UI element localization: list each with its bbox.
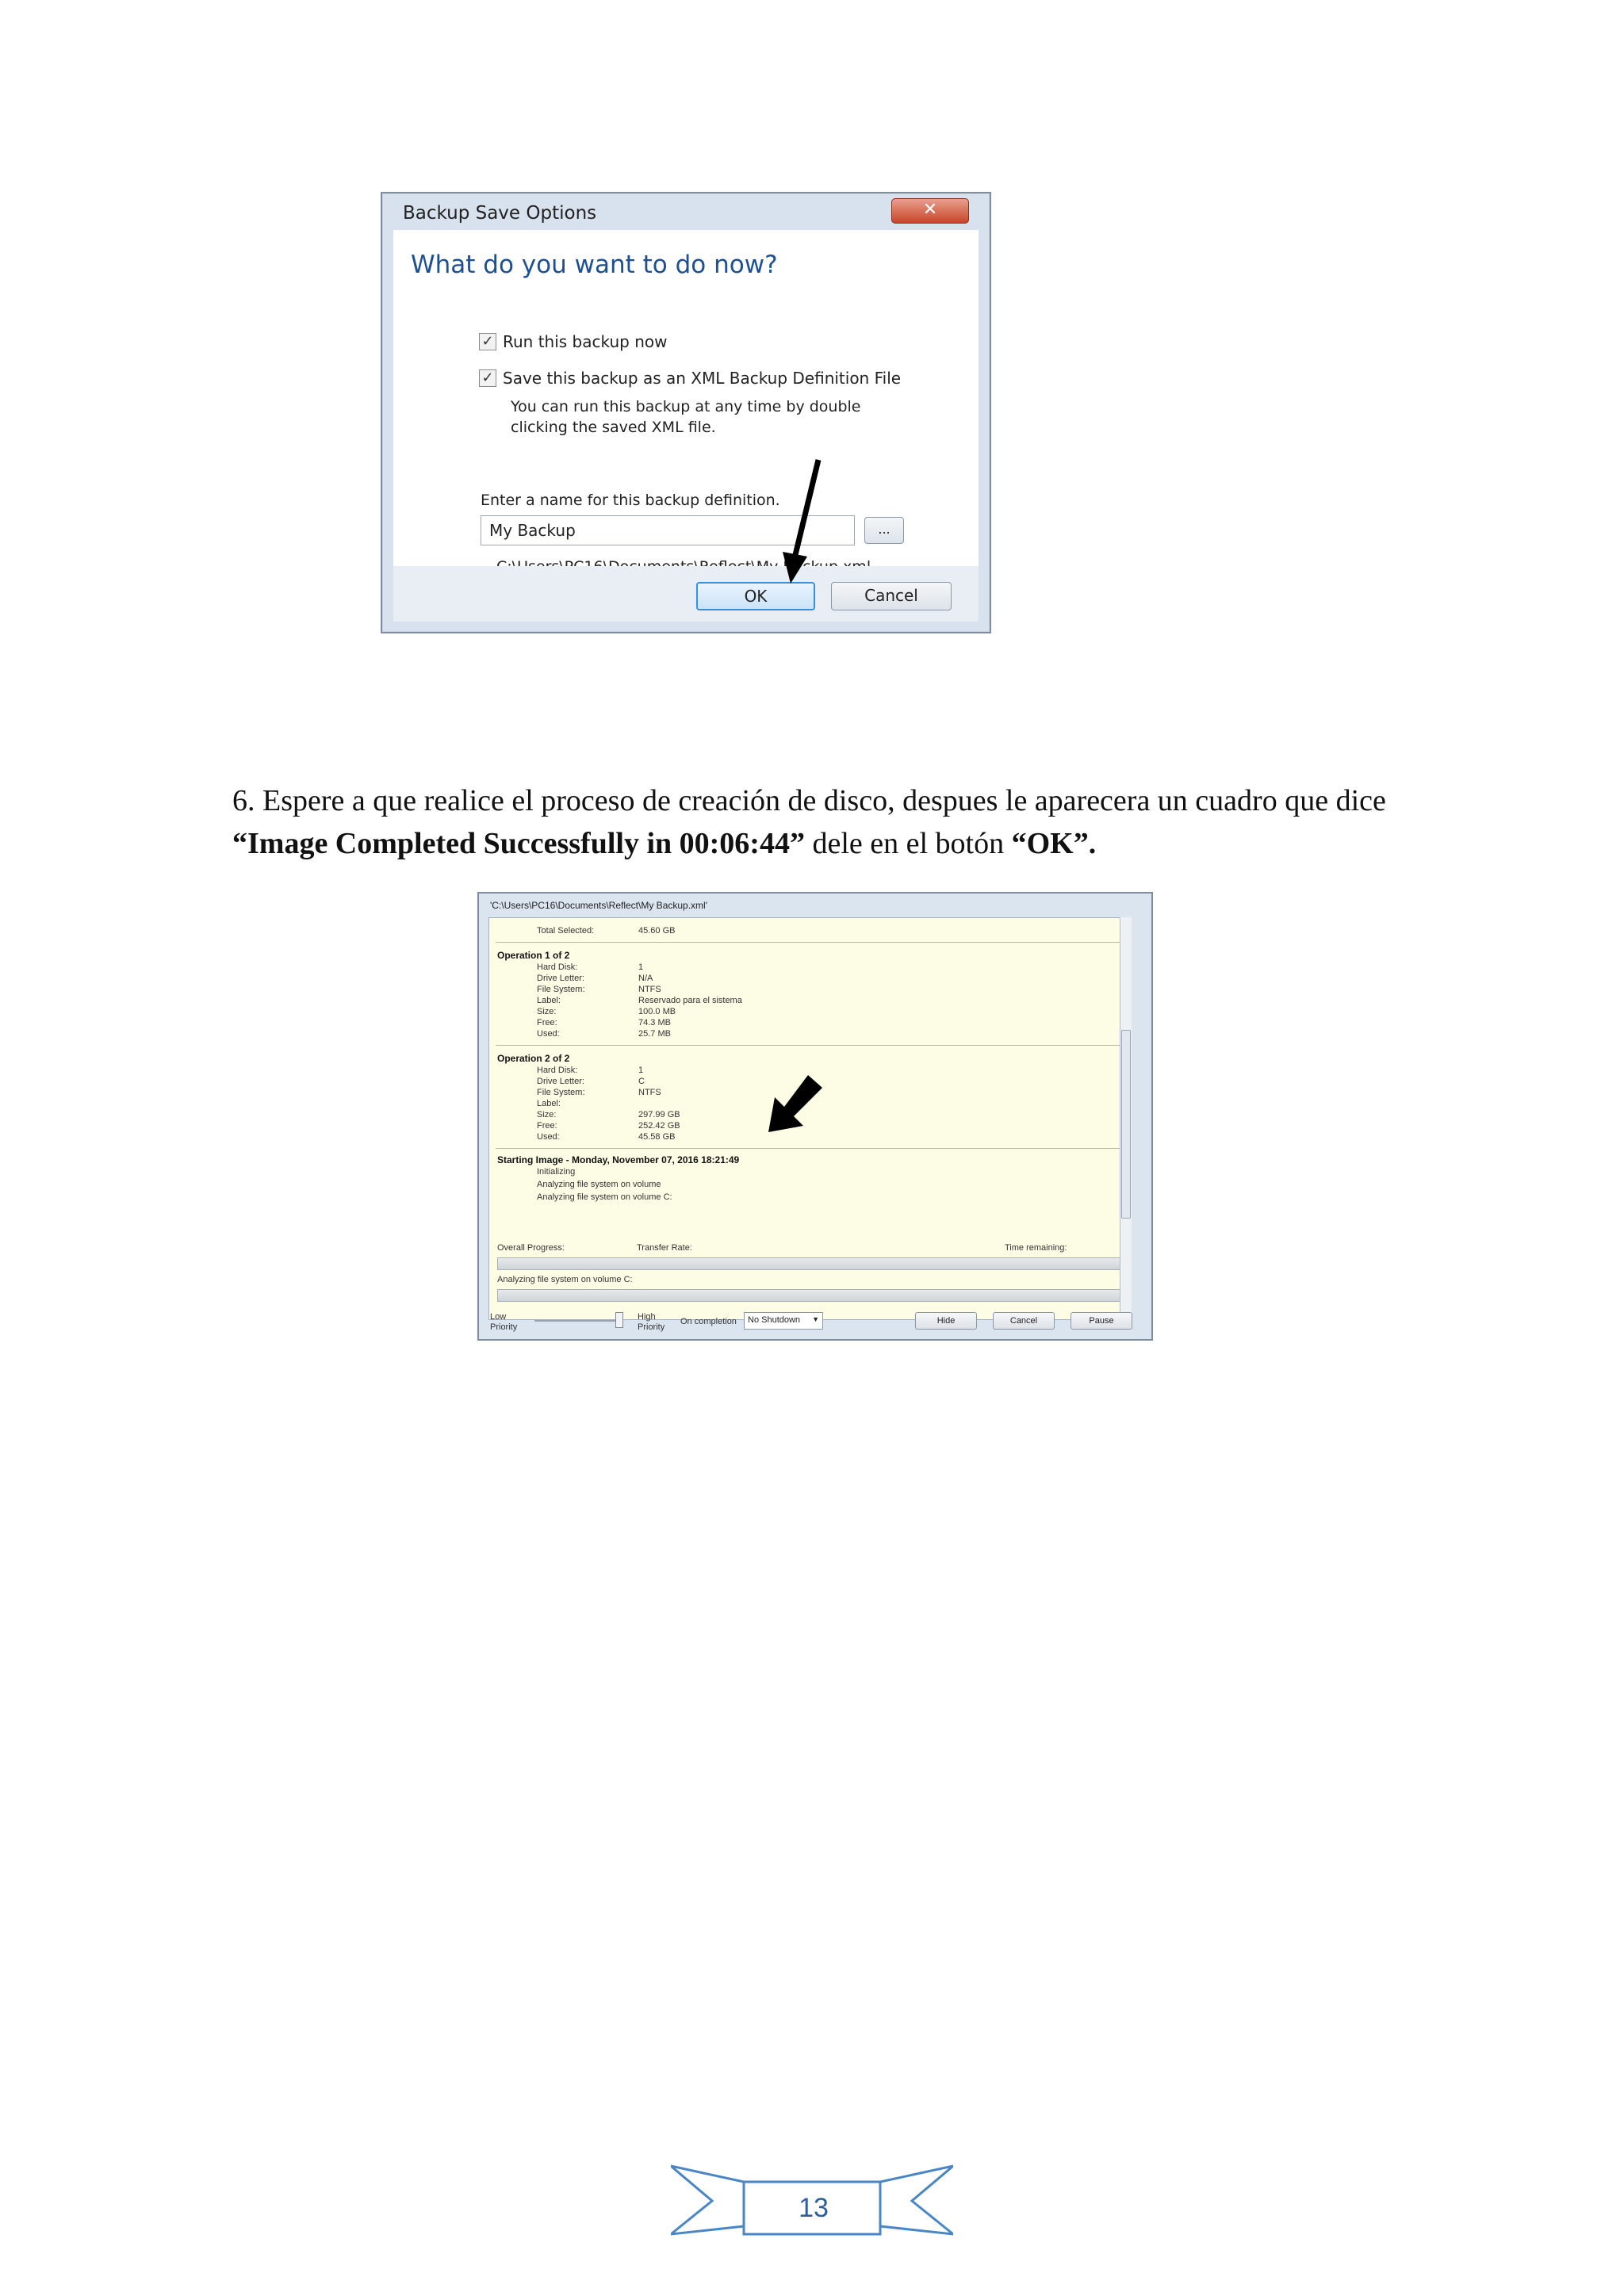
total-selected-value: 45.60 GB — [638, 926, 676, 936]
op1-value: 1 — [638, 962, 644, 972]
op2-value: 297.99 GB — [638, 1110, 680, 1119]
on-completion-value: No Shutdown — [748, 1315, 801, 1325]
op1-key: Hard Disk: — [537, 962, 578, 972]
op2-key: File System: — [537, 1088, 585, 1097]
log-line: Analyzing file system on volume — [537, 1180, 661, 1189]
run-now-checkbox[interactable]: ✓ — [479, 333, 496, 350]
backup-progress-dialog — [477, 892, 1153, 1341]
browse-button[interactable]: ... — [864, 517, 904, 544]
op2-value: 1 — [638, 1066, 644, 1075]
backup-log-panel — [488, 917, 1129, 1320]
paragraph-bold-1: “Image Completed Successfully in 00:06:44” — [232, 827, 805, 860]
op1-key: Size: — [537, 1007, 557, 1016]
progress-dialog-title: 'C:\Users\PC16\Documents\Reflect\My Backup.xml' — [490, 900, 707, 911]
page-number: 13 — [799, 2193, 829, 2223]
op2-key: Label: — [537, 1099, 561, 1108]
dialog-heading: What do you want to do now? — [411, 251, 778, 279]
op2-key: Used: — [537, 1132, 560, 1142]
op1-value: N/A — [638, 974, 653, 983]
starting-image-header: Starting Image - Monday, November 07, 2016 18:21:49 — [497, 1154, 740, 1165]
low-priority-label — [490, 1312, 517, 1333]
task-progress-bar — [497, 1289, 1132, 1302]
ok-button[interactable]: OK — [696, 582, 815, 610]
op2-key: Size: — [537, 1110, 557, 1119]
low-priority-line-2: Priority — [490, 1322, 518, 1332]
paragraph-text-2: dele en el botón — [804, 827, 1012, 860]
overall-progress-bar — [497, 1257, 1132, 1270]
op1-value: NTFS — [638, 985, 661, 994]
operation-1-header: Operation 1 of 2 — [497, 950, 570, 961]
op2-value: 45.58 GB — [638, 1132, 676, 1142]
log-divider — [496, 1045, 1122, 1046]
operation-2-header: Operation 2 of 2 — [497, 1053, 570, 1064]
backup-save-options-dialog — [381, 192, 991, 633]
backup-name-input[interactable]: My Backup — [481, 515, 855, 545]
log-divider — [496, 1148, 1122, 1149]
chevron-down-icon: ▼ — [812, 1315, 819, 1323]
save-xml-checkbox[interactable]: ✓ — [479, 369, 496, 387]
op2-value: 252.42 GB — [638, 1121, 680, 1131]
overall-progress-label: Overall Progress: — [497, 1243, 565, 1253]
op1-value: 74.3 MB — [638, 1018, 671, 1027]
priority-slider-handle[interactable] — [615, 1312, 623, 1328]
op2-key: Free: — [537, 1121, 557, 1131]
op1-key: Free: — [537, 1018, 557, 1027]
op1-key: Used: — [537, 1029, 560, 1039]
priority-slider-track[interactable] — [534, 1320, 622, 1322]
run-now-label: Run this backup now — [503, 332, 668, 351]
pointer-arrow-icon — [382, 193, 993, 635]
op2-key: Hard Disk: — [537, 1066, 578, 1075]
hide-button[interactable]: Hide — [915, 1312, 977, 1330]
op2-value: C — [638, 1077, 645, 1086]
name-label: Enter a name for this backup definition. — [481, 492, 780, 509]
high-priority-line-2: Priority — [638, 1322, 665, 1332]
time-remaining-label: Time remaining: — [1005, 1243, 1067, 1253]
op2-key: Drive Letter: — [537, 1077, 584, 1086]
high-priority-label — [638, 1312, 665, 1333]
op1-value: 25.7 MB — [638, 1029, 671, 1039]
dialog-title: Backup Save Options — [403, 203, 597, 224]
instruction-paragraph — [232, 779, 1422, 865]
op2-value: NTFS — [638, 1088, 661, 1097]
op1-key: Label: — [537, 996, 561, 1005]
on-completion-select[interactable] — [744, 1312, 823, 1330]
cancel-button[interactable]: Cancel — [831, 582, 952, 610]
pause-button[interactable]: Pause — [1071, 1312, 1132, 1330]
current-task-label: Analyzing file system on volume C: — [497, 1275, 633, 1284]
save-xml-label: Save this backup as an XML Backup Definition File — [503, 369, 902, 388]
low-priority-line-1: Low — [490, 1312, 507, 1322]
note-line-1: You can run this backup at any time by double — [511, 398, 861, 415]
pointer-arrow-icon — [759, 1069, 830, 1140]
log-divider — [496, 942, 1122, 943]
high-priority-line-1: High — [638, 1312, 656, 1322]
transfer-rate-label: Transfer Rate: — [637, 1243, 692, 1253]
cancel-backup-button[interactable]: Cancel — [993, 1312, 1055, 1330]
close-button[interactable]: ✕ — [891, 198, 969, 224]
on-completion-label: On completion — [680, 1317, 737, 1326]
op1-value: Reservado para el sistema — [638, 996, 742, 1005]
note-line-2: clicking the saved XML file. — [511, 419, 716, 436]
log-line: Initializing — [537, 1167, 576, 1177]
paragraph-text-1: 6. Espere a que realice el proceso de creación de disco, despues le aparecera un cuadro que dice — [232, 784, 1386, 817]
paragraph-bold-2: “OK”. — [1011, 827, 1097, 860]
op1-key: File System: — [537, 985, 585, 994]
scrollbar-thumb[interactable] — [1121, 1030, 1131, 1219]
op1-value: 100.0 MB — [638, 1007, 676, 1016]
log-line: Analyzing file system on volume C: — [537, 1192, 672, 1202]
op1-key: Drive Letter: — [537, 974, 584, 983]
total-selected-label: Total Selected: — [537, 926, 595, 936]
